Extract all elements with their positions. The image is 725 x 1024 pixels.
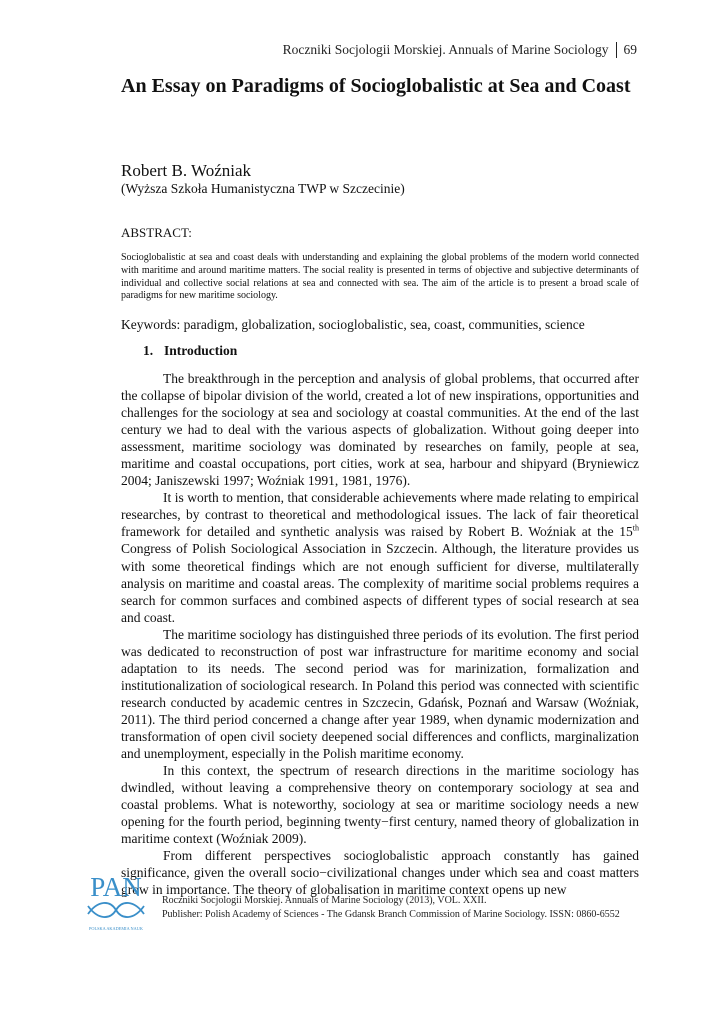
- section-heading: [143, 343, 237, 359]
- logo-text: PAN: [90, 872, 142, 902]
- page-footer: [162, 894, 620, 921]
- abstract-heading: ABSTRACT:: [121, 225, 192, 240]
- paragraph: From different perspectives socioglobalistic approach constantly has gained significance, given the overall socio−civilizational changes under which sea and coast matters grow in importance. The theory of globalisation in maritime context opens up new: [121, 848, 639, 898]
- section-title: Introduction: [164, 343, 238, 358]
- article-body: [121, 370, 639, 898]
- running-header: [283, 42, 637, 58]
- paragraph-text: Congress of Polish Sociological Association in Szczecin. Although, the literature provides us with some theoretical findings which are not enough sufficient for diverse, multilaterally analysis on maritime and coastal areas. The complexity of maritime social problems requires a search for common surfaces and combined aspects of different types of social research at sea and coast.: [121, 541, 639, 625]
- journal-name: Roczniki Socjologii Morskiej. Annuals of Marine Sociology: [282, 42, 609, 57]
- paragraph: [121, 489, 639, 625]
- paragraph: In this context, the spectrum of research directions in the maritime sociology has dwindled, without leaving a comprehensive theory on contemporary sociology at sea and coastal problems. What is noteworthy, sociology at sea or maritime sociology needs a new opening for the fourth period, beginning twenty−first century, named theory of globalization in maritime context (Woźniak 2009).: [121, 763, 639, 847]
- section-number: 1.: [143, 343, 154, 358]
- logo-caption: POLSKA AKADEMIA NAUK: [89, 926, 143, 931]
- footer-publisher: Publisher: Polish Academy of Sciences - The Gdansk Branch Commission of Marine Sociology. ISSN: 0860-6552: [162, 908, 620, 920]
- logo-wave-icon: [88, 903, 144, 917]
- pan-logo: [80, 872, 152, 934]
- abstract-text: Socioglobalistic at sea and coast deals with understanding and explaining the global problems of the modern world connected with maritime and around maritime matters. The social reality is presented in terms of objective and subjective determinants of individual and collective social relations at sea and connected with sea. The aim of the article is to present a broad scale of paradigms for new maritime sociology.: [121, 252, 639, 302]
- paragraph: The breakthrough in the perception and analysis of global problems, that occurred after the collapse of bipolar division of the world, created a lot of new inspirations, opportunities and challenges for the sociology at sea and sociology at coastal communities. At the end of the last century we had to deal with the various aspects of globalization. Without going deeper into assessment, maritime sociology was dominated by researches on family, people at sea, maritime and coastal occupations, port cities, work at sea, harbour and shipyard (Bryniewicz 2004; Janiszewski 1997; Woźniak 1991, 1981, 1976).: [121, 371, 639, 489]
- author-affiliation: (Wyższa Szkoła Humanistyczna TWP w Szczecinie): [121, 181, 405, 196]
- ordinal-superscript: th: [632, 523, 639, 533]
- author-name: Robert B. Woźniak: [121, 161, 252, 180]
- page-number: 69: [623, 42, 637, 57]
- paragraph-text: It is worth to mention, that considerable achievements where made relating to empirical researches, by contrast to theoretical and methodological issues. The lack of fair theoretical framework for detailed and synthetic analysis was raised by Robert B. Woźniak at the 15: [121, 490, 639, 540]
- article-title: An Essay on Paradigms of Socioglobalistic at Sea and Coast: [121, 75, 631, 97]
- header-separator: [616, 42, 617, 58]
- keywords: Keywords: paradigm, globalization, socioglobalistic, sea, coast, communities, science: [121, 317, 585, 332]
- footer-citation: Roczniki Socjologii Morskiej. Annuals of Marine Sociology (2013), VOL. XXII.: [162, 895, 487, 906]
- paragraph: The maritime sociology has distinguished three periods of its evolution. The first period was dedicated to reconstruction of post war infrastructure for maritime economy and social adaptation to its needs. The second period was for marinization, formalization and institutionalization of sociological research. In Poland this period was connected with scientific research conducted by academic centres in Szczecin, Gdańsk, Poznań and Warsaw (Woźniak, 2011). The third period concerned a change after year 1989, when dynamic modernization and transformation of open civil society deepened social differences and conflicts, marginalization and unemployment, especially in the Polish maritime economy.: [121, 626, 639, 762]
